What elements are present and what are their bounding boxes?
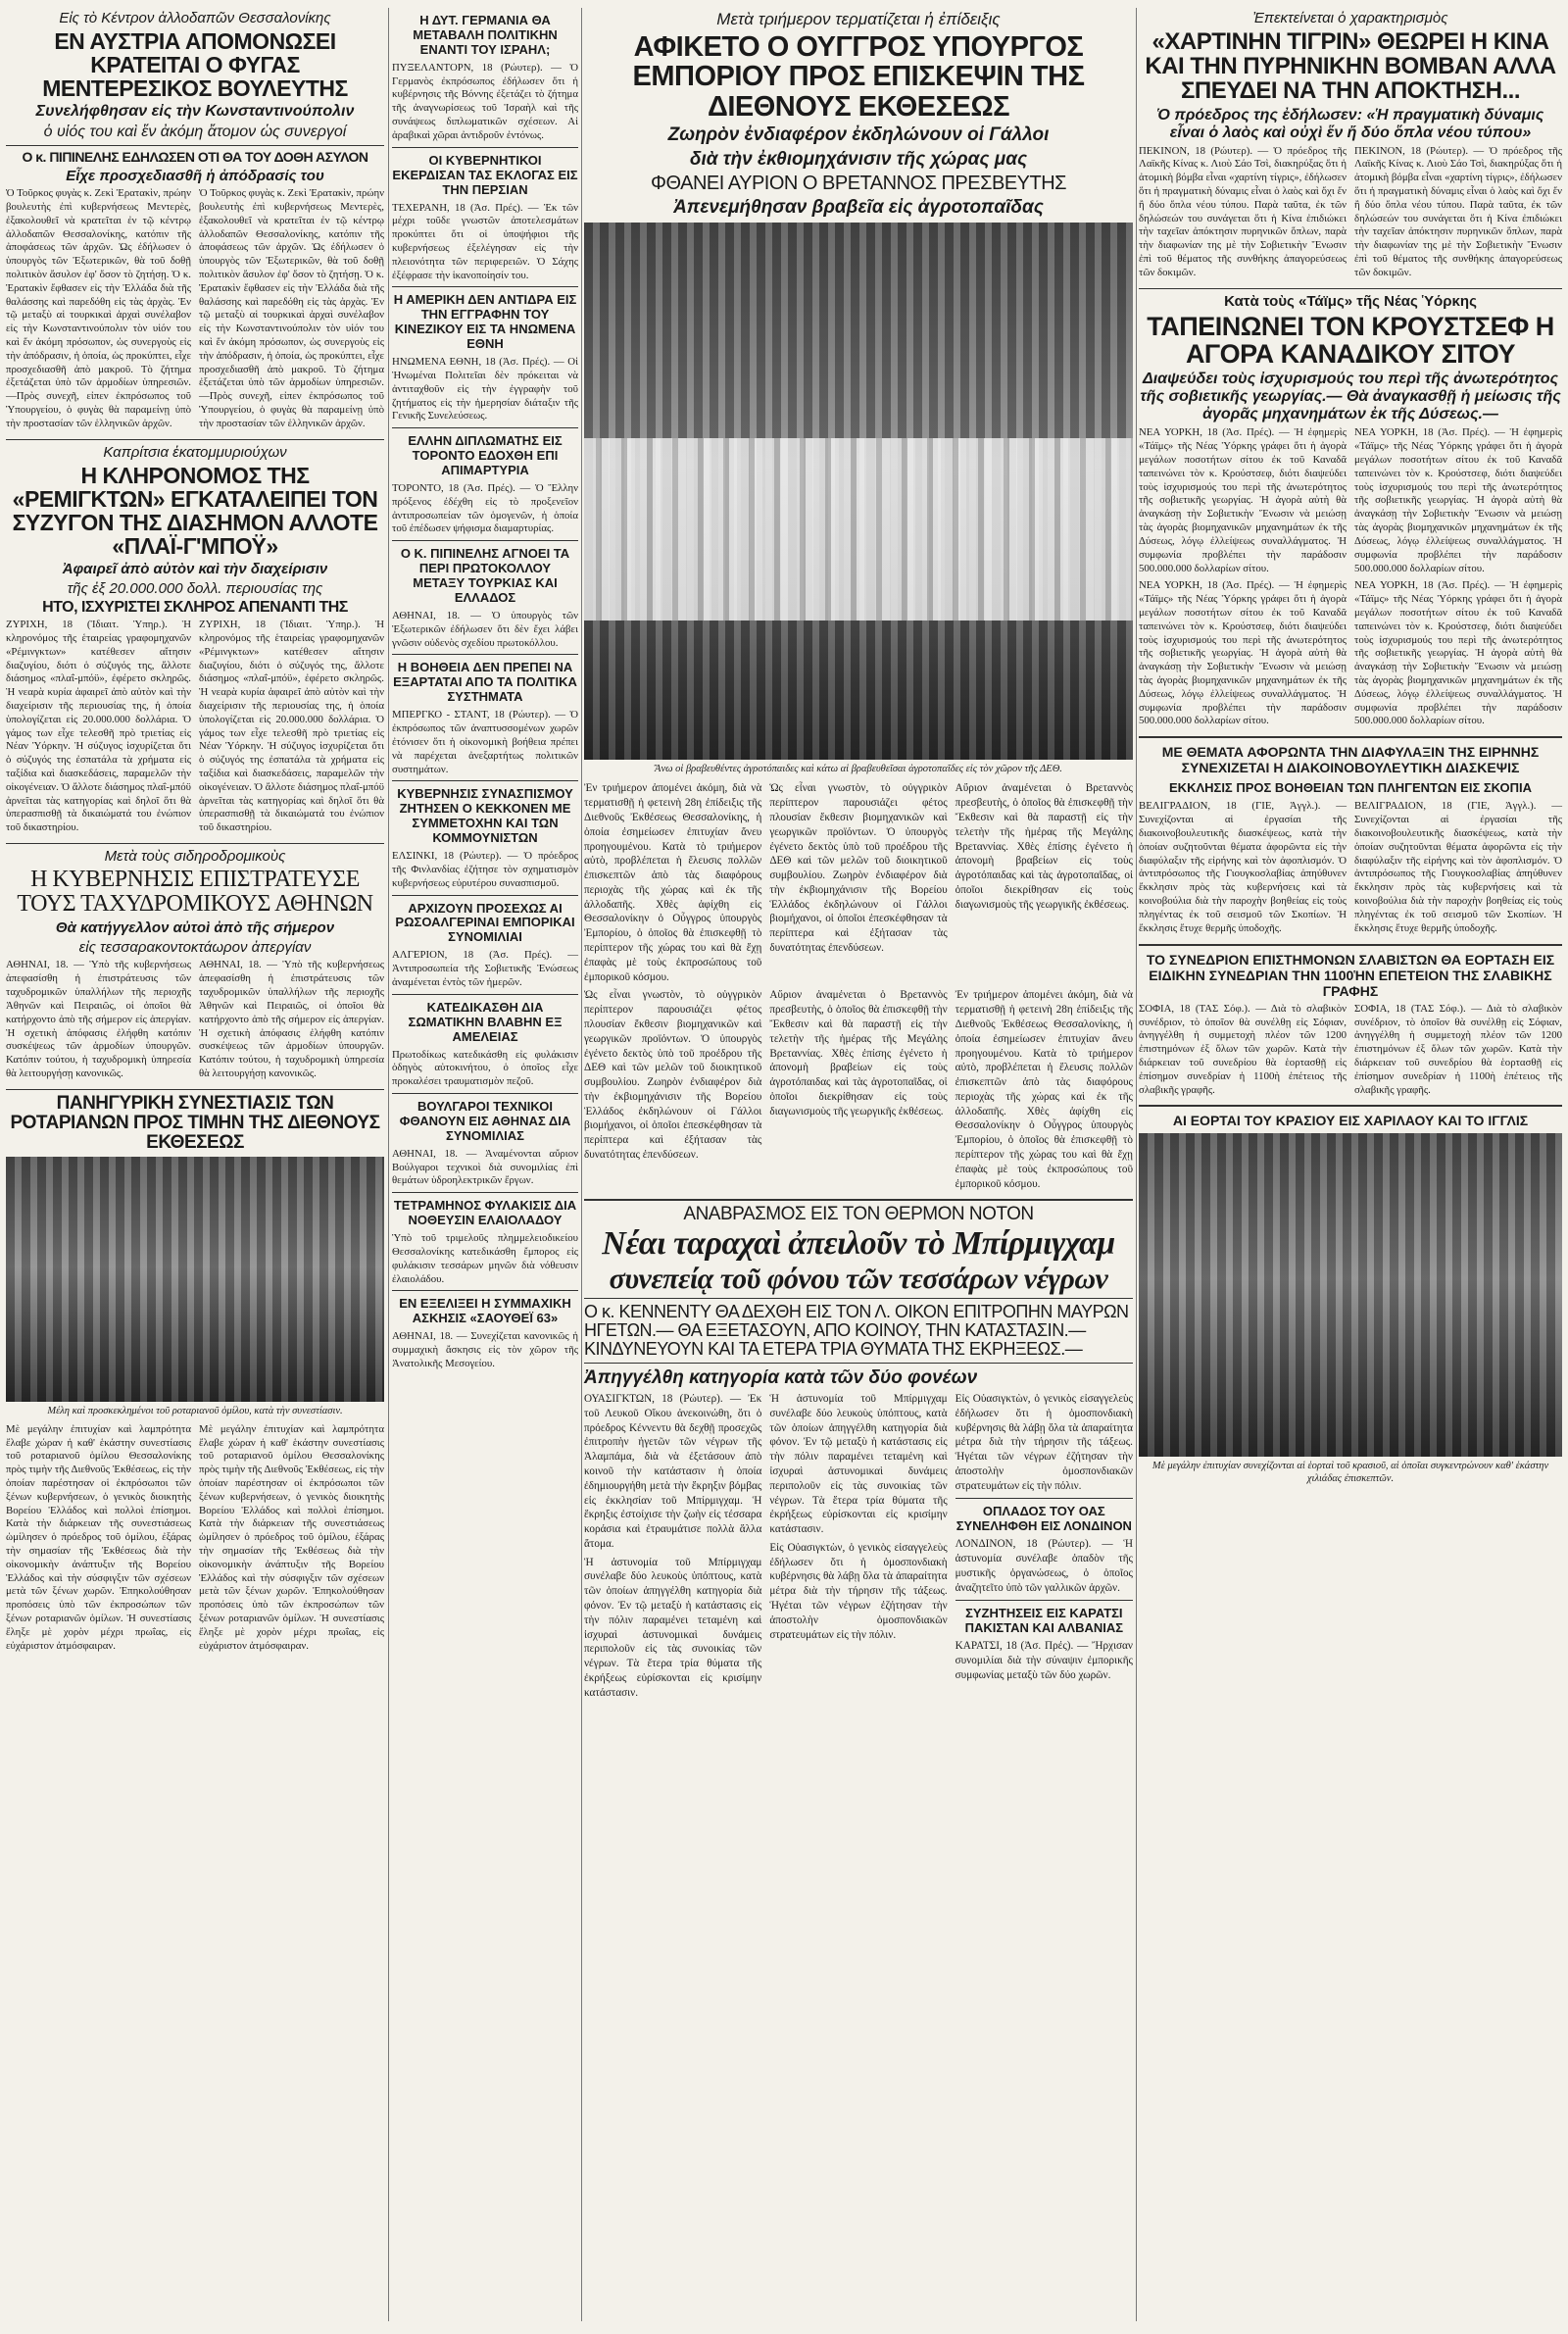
article-body: Ἡ ἀστυνομία τοῦ Μπίρμιγχαμ συνέλαβε δύο λευκοὺς ὑπόπτους, κατὰ τῶν ὁποίων ἀπηγγέλθη κατηγορία διὰ φόνον. Ἐν τῷ μεταξὺ ἡ κατάστασις εἰς τὴν πόλιν παραμένει τεταμένη καὶ ἰσχυραὶ ἀστυνομικαὶ δυνάμεις περιπολοῦν εἰς τὰς συνοικίας τῶν νέγρων. Τὰ ἕτερα τρία θύματα τῆς ἐκρήξεως εὑρίσκονται εἰς κρισίμην κατάστασιν. — [769, 1393, 948, 1536]
article-body: Αὔριον ἀναμένεται ὁ Βρεταννὸς πρεσβευτὴς, ὁ ὁποῖος θὰ ἐπισκεφθῇ τὴν Ἔκθεσιν καὶ θὰ παραστῇ εἰς τὴν τελετὴν τῆς ἡμέρας τῆς Μεγάλης Βρεταννίας. Χθὲς ἐπίσης ἐγένετο ἡ ἀπονομὴ βραβείων εἰς τοὺς ἀγροτόπαιδας καὶ τὰς ἀγροτοπαῖδας, οἱ ὁποῖοι διεκρίθησαν εἰς τοὺς διαγωνισμοὺς τῆς γεωργικῆς ἐκθέσεως. — [955, 782, 1133, 911]
article-subheadline: Συνελήφθησαν εἰς τὴν Κωνσταντινούπολιν — [35, 103, 355, 121]
article-kicker: Ἐπεκτείνεται ὁ χαρακτηρισμὸς — [1252, 10, 1448, 26]
article-kicker: Καπρίτσια ἑκατομμυριούχων — [103, 443, 287, 461]
article-deck: Ο κ. ΚΕΝΝΕΝΤΥ ΘΑ ΔΕΧΘΗ ΕΙΣ ΤΟΝ Λ. ΟΙΚΟΝ ΕΠΙΤΡΟΠΗΝ ΜΑΥΡΩΝ ΗΓΕΤΩΝ.— ΘΑ ΕΞΕΤΑΣΟΥΝ, ΑΠΟ ΚΟΙΝΟΥ, ΤΗΝ ΚΑΤΑΣΤΑΣΙΝ.— ΚΙΝΔΥΝΕΥΟΥΝ ΚΑΙ ΤΑ ΕΤΕΡΑ ΤΡΙΑ ΘΥΜΑΤΑ ΤΗΣ ΕΚΡΗΞΕΩΣ.— — [584, 1302, 1129, 1360]
article-body: Εἰς Οὐασιγκτὼν, ὁ γενικὸς εἰσαγγελεὺς ἐδήλωσεν ὅτι ἡ ὁμοσπονδιακὴ κυβέρνησις θὰ λάβῃ ὅλα τὰ ἀπαραίτητα μέτρα διὰ τὴν τήρησιν τῆς τάξεως. Ἡγέται τῶν νέγρων ἐζήτησαν τὴν ἀποστολὴν ὁμοσπονδιακῶν στρατευμάτων εἰς τὴν πόλιν. — [769, 1541, 948, 1641]
article-headline: ΠΑΝΗΓΥΡΙΚΗ ΣΥΝΕΣΤΙΑΣΙΣ ΤΩΝ ΡΟΤΑΡΙΑΝΩΝ ΠΡΟΣ ΤΙΜΗΝ ΤΗΣ ΔΙΕΘΝΟΥΣ ΕΚΘΕΣΕΩΣ — [10, 1092, 380, 1153]
article-headline: Η ΔΥΤ. ΓΕΡΜΑΝΙΑ ΘΑ ΜΕΤΑΒΑΛΗ ΠΟΛΙΤΙΚΗΝ ΕΝΑΝΤΙ ΤΟΥ ΙΣΡΑΗΛ; — [413, 13, 558, 57]
divider — [392, 1290, 578, 1291]
article-body: Ὑπὸ τοῦ τριμελοῦς πλημμελειοδικείου Θεσσαλονίκης κατεδικάσθη ἔμπορος εἰς φυλάκισιν τεσσάρων μηνῶν διὰ νόθευσιν ἐλαιολάδου. — [392, 1232, 578, 1285]
article-body: Ὡς εἶναι γνωστὸν, τὸ οὐγγρικὸν περίπτερον παρουσιάζει φέτος πλουσίαν ἔκθεσιν βιομηχανικῶν καὶ γεωργικῶν προϊόντων. Ὁ ὑπουργὸς ἐγένετο δεκτὸς ὑπὸ τοῦ προέδρου τῆς ΔΕΘ καὶ τῶν μελῶν τοῦ διοικητικοῦ συμβουλίου. Ζωηρὸν ἐνδιαφέρον διὰ τὴν ἐκβιομηχάνισιν τῆς Βορείου Ἑλλάδος ἐκδηλώνουν οἱ Γάλλοι βιομήχανοι, οἱ ὁποῖοι ἐπεσκέφθησαν τὰ περίπτερα καὶ ἐξήτασαν τὰς δυνατότητας ἐπενδύσεων. — [769, 782, 948, 955]
article-headline: Νέαι ταραχαὶ ἀπειλοῦν τὸ Μπίρμιγχαμ — [602, 1225, 1115, 1263]
article-body: Ὁ Τοῦρκος φυγὰς κ. Ζεκὶ Ἐρατακὶν, πρώην βουλευτὴς ἐπὶ κυβερνήσεως Μεντερὲς, ἐξακολουθεῖ νὰ κρατεῖται ἐν τῷ κέντρῳ ἀλλοδαπῶν Θεσσαλονίκης, κατόπιν τῆς ἀποφάσεως τῶν ἀρχῶν. Ὡς ἐδήλωσεν ὁ ὑπουργὸς τῶν Ἐξωτερικῶν, θὰ τοῦ δοθῇ πολιτικὸν ἄσυλον ἐφ' ὅσον τὸ ζητήσῃ. Ὁ κ. Ἐρατακὶν ἔφθασεν εἰς τὴν Ἑλλάδα διὰ τῆς θαλάσσης καὶ παρεδόθη εἰς τὰς ἀρχὰς. Ἐν τῷ μεταξὺ αἱ τουρκικαὶ ἀρχαὶ συνέλαβον εἰς τὴν Κωνσταντινούπολιν τὸν υἱόν του καὶ ἕν ἀκόμη πρόσωπον, ὡς συνεργοὺς εἰς τὴν ἀπόδρασιν, ἡ ὁποία, ὡς προκύπτει, εἶχε προσχεδιασθῆ ἀπὸ μακροῦ. Τὸ ζήτημα ἐξετάζεται ὑπὸ τῶν ἁρμοδίων ὑπηρεσιῶν. —Πρὸς συνεχῆ, εἰπεν ἐκπρόσωπος τοῦ Ὑπουργείου, ὁ φυγὰς θὰ παραμείνῃ ὑπὸ τὴν προστασίαν τῶν ἑλληνικῶν ἀρχῶν. — [199, 187, 384, 429]
divider — [1139, 288, 1562, 289]
article-kicker: ΑΝΑΒΡΑΣΜΟΣ ΕΙΣ ΤΟΝ ΘΕΡΜΟΝ ΝΟΤΟΝ — [683, 1204, 1034, 1225]
divider — [392, 1192, 578, 1193]
article-body: ΝΕΑ ΥΟΡΚΗ, 18 (Ἀσ. Πρές). — Ἡ ἐφημερὶς «Τάϊμς» τῆς Νέας Ὑόρκης γράφει ὅτι ἡ ἀγορὰ μεγάλων ποσοτήτων σίτου ἐκ τοῦ Καναδᾶ ταπεινώνει τὸν κ. Κρούστσεφ, διότι διαψεύδει τοὺς ἰσχυρισμούς του περὶ τῆς ἀνωτερότητος τῆς σοβιετικῆς γεωργίας. Ἡ ἀγορὰ αὐτὴ θὰ ἀναγκάσῃ τὴν Σοβιετικὴν Ἕνωσιν νὰ μειώσῃ τὰς ἀγορὰς βιομηχανικῶν μηχανημάτων ἐκ τῆς Δύσεως, λόγῳ ἐλλείψεως συναλλάγματος. Ἡ συμφωνία προβλέπει τὴν παράδοσιν 500.000.000 δολλαρίων σίτου. — [1354, 579, 1562, 727]
article-body: ΑΘΗΝΑΙ, 18. — Ὑπὸ τῆς κυβερνήσεως ἀπεφασίσθη ἡ ἐπιστράτευσις τῶν ταχυδρομικῶν ὑπαλλήλων τῆς περιοχῆς Ἀθηνῶν καὶ Πειραιῶς, οἱ ὁποῖοι θὰ κατήρχοντο ἀπὸ τῆς σήμερον εἰς ἀπεργίαν. Ἡ σχετικὴ ἀπόφασις ἐλήφθη κατόπιν συσκέψεως τῶν ἁρμοδίων ὑπουργῶν. Κατόπιν τούτου, ἡ ταχυδρομικὴ ὑπηρεσία θὰ λειτουργήσῃ κανονικῶς. — [6, 959, 191, 1079]
article-subheadline: τῆς ἐξ 20.000.000 δολλ. περιουσίας της — [67, 580, 323, 598]
article-headline: ΤΕΤΡΑΜΗΝΟΣ ΦΥΛΑΚΙΣΙΣ ΔΙΑ ΝΟΘΕΥΣΙΝ ΕΛΑΙΟΛΑΔΟΥ — [393, 1198, 577, 1228]
divider — [584, 1199, 1133, 1201]
article-headline: ΕΝ ΕΞΕΛΙΞΕΙ Η ΣΥΜΜΑΧΙΚΗ ΑΣΚΗΣΙΣ «ΣΑΟΥΘΕΪ 63» — [399, 1296, 571, 1326]
article-body: Ὁ Τοῦρκος φυγὰς κ. Ζεκὶ Ἐρατακὶν, πρώην βουλευτὴς ἐπὶ κυβερνήσεως Μεντερὲς, ἐξακολουθεῖ νὰ κρατεῖται ἐν τῷ κέντρῳ ἀλλοδαπῶν Θεσσαλονίκης, κατόπιν τῆς ἀποφάσεως τῶν ἀρχῶν. Ὡς ἐδήλωσεν ὁ ὑπουργὸς τῶν Ἐξωτερικῶν, θὰ τοῦ δοθῇ πολιτικὸν ἄσυλον ἐφ' ὅσον τὸ ζητήσῃ. Ὁ κ. Ἐρατακὶν ἔφθασεν εἰς τὴν Ἑλλάδα διὰ τῆς θαλάσσης καὶ παρεδόθη εἰς τὰς ἀρχὰς. Ἐν τῷ μεταξὺ αἱ τουρκικαὶ ἀρχαὶ συνέλαβον εἰς τὴν Κωνσταντινούπολιν τὸν υἱόν του καὶ ἕν ἀκόμη πρόσωπον, ὡς συνεργοὺς εἰς τὴν ἀπόδρασιν, ἡ ὁποία, ὡς προκύπτει, εἶχε προσχεδιασθῆ ἀπὸ μακροῦ. Τὸ ζήτημα ἐξετάζεται ὑπὸ τῶν ἁρμοδίων ὑπηρεσιῶν. —Πρὸς συνεχῆ, εἰπεν ἐκπρόσωπος τοῦ Ὑπουργείου, ὁ φυγὰς θὰ παραμείνῃ ὑπὸ τὴν προστασίαν τῶν ἑλληνικῶν ἀρχῶν. — [6, 187, 191, 429]
article-kicker: Κατὰ τοὺς «Τάϊμς» τῆς Νέας Ὑόρκης — [1224, 292, 1477, 310]
article-subheadline: Θὰ κατήγγελλον αὐτοὶ ἀπὸ τῆς σήμερον — [55, 919, 335, 937]
article-body: ΚΑΡΑΤΣΙ, 18 (Ἀσ. Πρές). — Ἤρχισαν συνομιλίαι διὰ τὴν σύναψιν ἐμπορικῆς συμφωνίας μεταξὺ τῶν δύο χωρῶν. — [955, 1640, 1133, 1682]
article-subheadline: διὰ τὴν ἐκθιομηχάνισιν τῆς χώρας μας — [689, 149, 1028, 171]
article-body: ΗΝΩΜΕΝΑ ΕΘΝΗ, 18 (Ἀσ. Πρές). — Οἱ Ἡνωμέναι Πολιτεῖαι δὲν πρόκειται νὰ ἀντιταχθοῦν εἰς τὴν ἐγγραφὴν τοῦ ζητήματος εἰς τὴν ἡμερησίαν διάταξιν τῆς Γενικῆς Συνελεύσεως. — [392, 356, 578, 422]
article-headline: Η ΚΥΒΕΡΝΗΣΙΣ ΕΠΙΣΤΡΑΤΕΥΣΕ ΤΟΥΣ ΤΑΧΥΔΡΟΜΙΚΟΥΣ ΑΘΗΝΩΝ — [17, 867, 373, 918]
column-divider — [581, 8, 582, 2321]
article-headline: ΗΤΟ, ΙΣΧΥΡΙΣΤΕΙ ΣΚΛΗΡΟΣ ΑΠΕΝΑΝΤΙ ΤΗΣ — [42, 599, 348, 617]
article-body: ΖΥΡΙΧΗ, 18 (Ἰδιαιτ. Ὑπηρ.). Ἡ κληρονόμος τῆς ἑταιρείας γραφομηχανῶν «Ρέμινγκτων» κατέθεσεν αἴτησιν διαζυγίου, διότι ὁ σύζυγός της, ἄλλοτε διάσημος «πλαΐ-μπόϋ», ἐφέρετο σκληρῶς. Ἡ νεαρὰ κυρία ἀφαιρεῖ ἀπὸ αὐτὸν καὶ τὴν διαχείρισιν τῆς περιουσίας της, ἡ ὁποία ὑπολογίζεται εἰς 20.000.000 δολλάρια. Ὁ γάμος των εἶχε τελεσθῆ πρὸ τριετίας εἰς Νέαν Ὑόρκην. Ἡ σύζυγος ἰσχυρίζεται ὅτι ὁ σύζυγός της ἐσπατάλα τὰ χρήματα εἰς ταξίδια καὶ διασκεδάσεις, παραμελῶν τὴν οἰκογένειαν. Ὁ ἄλλοτε διάσημος πλαΐ-μπόϋ ἀρνεῖται τὰς κατηγορίας καὶ δηλοῖ ὅτι θὰ ὑπερασπισθῇ τὰ δικαιώματά του ἐνώπιον τοῦ δικαστηρίου. — [199, 619, 384, 834]
article-headline: ΣΥΖΗΤΗΣΕΙΣ ΕΙΣ ΚΑΡΑΤΣΙ ΠΑΚΙΣΤΑΝ ΚΑΙ ΑΛΒΑΝΙΑΣ — [964, 1605, 1124, 1635]
article-body: Αὔριον ἀναμένεται ὁ Βρεταννὸς πρεσβευτὴς, ὁ ὁποῖος θὰ ἐπισκεφθῇ τὴν Ἔκθεσιν καὶ θὰ παραστῇ εἰς τὴν τελετὴν τῆς ἡμέρας τῆς Μεγάλης Βρεταννίας. Χθὲς ἐπίσης ἐγένετο ἡ ἀπονομὴ βραβείων εἰς τοὺς ἀγροτόπαιδας καὶ τὰς ἀγροτοπαῖδας, οἱ ὁποῖοι διεκρίθησαν εἰς τοὺς διαγωνισμοὺς τῆς γεωργικῆς ἐκθέσεως. — [769, 989, 948, 1117]
article-body: ΛΟΝΔΙΝΟΝ, 18 (Ρώυτερ). — Ἡ ἀστυνομία συνέλαβε ὀπαδὸν τῆς μυστικῆς ὀργανώσεως, ὁ ὁποῖος ἀναζητεῖτο ὑπὸ τῶν γαλλικῶν ἀρχῶν. — [955, 1538, 1133, 1594]
article-body: ΤΟΡΟΝΤΟ, 18 (Ἀσ. Πρές). — Ὁ Ἕλλην πρόξενος ἐδέχθη εἰς τὸ προξενεῖον ἀντιπροσωπείαν τῶν ὁμογενῶν, ἡ ὁποία τοῦ ἐπέδωσεν ψήφισμα διαμαρτυρίας. — [392, 482, 578, 535]
divider — [392, 286, 578, 287]
article-body: ΑΘΗΝΑΙ, 18. — Ὁ ὑπουργὸς τῶν Ἐξωτερικῶν ἐδήλωσεν ὅτι δὲν ἔχει λάβει γνῶσιν οὐδενὸς σχεδίου πρωτοκόλλου. — [392, 610, 578, 649]
article-headline: ΑΡΧΙΖΟΥΝ ΠΡΟΣΕΧΩΣ ΑΙ ΡΩΣΟΑΛΓΕΡΙΝΑΙ ΕΜΠΟΡΙΚΑΙ ΣΥΝΟΜΙΛΙΑΙ — [395, 900, 575, 945]
article-body: ΠΥΞΕΛΑΝΤΟΡΝ, 18 (Ρώυτερ). — Ὁ Γερμανὸς ἐκπρόσωπος ἐδήλωσεν ὅτι ἡ κυβέρνησις τῆς Βόννης ἐξετάζει τὸ ζήτημα τῆς ἀναγνωρίσεως τοῦ Ἰσραὴλ καὶ τῆς συνάψεως διπλωματικῶν σχέσεων. Αἱ ἀραβικαὶ χῶραι ἀντιδροῦν ἐντόνως. — [392, 61, 578, 141]
divider — [392, 994, 578, 995]
article-body: ΒΕΛΙΓΡΑΔΙΟΝ, 18 (ΓΙΕ, Ἀγγλ.). — Συνεχίζονται αἱ ἐργασίαι τῆς διακοινοβουλευτικῆς διασκέψεως, κατὰ τὴν ὁποίαν συζητοῦνται θέματα ἀφορῶντα εἰς τὴν διαφύλαξιν τῆς εἰρήνης καὶ τὸν ἀφοπλισμόν. Ὁ ἀντιπρόσωπος τῆς Γιουγκοσλαβίας ἀπηύθυνεν ἔκκλησιν πρὸς τὰς κυβερνήσεις καὶ τὰ κοινοβούλια διὰ τὴν παροχὴν βοηθείας εἰς τοὺς πληγέντας ἐκ τοῦ σεισμοῦ τῶν Σκοπίων. Ἡ ἔκκλησις ἔτυχε θερμῆς ὑποδοχῆς. — [1139, 800, 1347, 934]
article-body: ΑΘΗΝΑΙ, 18. — Ὑπὸ τῆς κυβερνήσεως ἀπεφασίσθη ἡ ἐπιστράτευσις τῶν ταχυδρομικῶν ὑπαλλήλων τῆς περιοχῆς Ἀθηνῶν καὶ Πειραιῶς, οἱ ὁποῖοι θὰ κατήρχοντο ἀπὸ τῆς σήμερον εἰς ἀπεργίαν. Ἡ σχετικὴ ἀπόφασις ἐλήφθη κατόπιν συσκέψεως τῶν ἁρμοδίων ὑπουργῶν. Κατόπιν τούτου, ἡ ταχυδρομικὴ ὑπηρεσία θὰ λειτουργήσῃ κανονικῶς. — [199, 959, 384, 1079]
article-body: ΤΕΧΕΡΑΝΗ, 18 (Ἀσ. Πρές). — Ἐκ τῶν μέχρι τοῦδε γνωστῶν ἀποτελεσμάτων προκύπτει ὅτι οἱ ὑποψήφιοι τῆς κυβερνήσεως ἐξελέγησαν εἰς τὴν πλειονότητα τῶν περιφερειῶν. Ὁ Σάχης ἐξέφρασε τὴν ἱκανοποίησίν του. — [392, 201, 578, 281]
article-body: Εἰς Οὐασιγκτὼν, ὁ γενικὸς εἰσαγγελεὺς ἐδήλωσεν ὅτι ἡ ὁμοσπονδιακὴ κυβέρνησις θὰ λάβῃ ὅλα τὰ ἀπαραίτητα μέτρα διὰ τὴν τήρησιν τῆς τάξεως. Ἡγέται τῶν νέγρων ἐζήτησαν τὴν ἀποστολὴν ὁμοσπονδιακῶν στρατευμάτων εἰς τὴν πόλιν. — [955, 1393, 1133, 1492]
article-headline: Η ΚΛΗΡΟΝΟΜΟΣ ΤΗΣ «ΡΕΜΙΓΚΤΩΝ» ΕΓΚΑΤΑΛΕΙΠΕΙ ΤΟΝ ΣΥΖΥΓΟΝ ΤΗΣ ΔΙΑΣΗΜΟΝ ΑΛΛΟΤΕ «ΠΛΑΪ-Γ'ΜΠΟΫ» — [12, 462, 378, 560]
article-body: Ἐν τριήμερον ἀπομένει ἀκόμη, διὰ νὰ τερματισθῇ ἡ φετεινὴ 28η ἐπίδειξις τῆς Διεθνοῦς Ἐκθέσεως Θεσσαλονίκης, ἡ ὁποία ἐσημείωσεν ἐπιτυχίαν ἄνευ προηγουμένου. Κατὰ τὸ τριήμερον αὐτὸ, προβλέπεται ἡ ἔλευσις πολλῶν ἐπισκεπτῶν ἀπὸ τὰς διαφόρους περιοχὰς τῆς χώρας καὶ ἐκ τῆς ἀλλοδαπῆς. Χθὲς ἀφίχθη εἰς Θεσσαλονίκην ὁ Οὖγγρος ὑπουργὸς Ἐμπορίου, ὁ ὁποῖος θὰ ἐπισκεφθῇ τὸ περίπτερον τῆς χώρας του καὶ θὰ ἔχῃ ἐπαφὰς μὲ τοὺς ἐκπροσώπους τοῦ ἐμπορικοῦ κόσμου. — [584, 782, 762, 983]
article-kicker: Μετὰ τριήμερον τερματίζεται ἡ ἐπίδειξις — [716, 10, 1001, 28]
article-body: ΝΕΑ ΥΟΡΚΗ, 18 (Ἀσ. Πρές). — Ἡ ἐφημερὶς «Τάϊμς» τῆς Νέας Ὑόρκης γράφει ὅτι ἡ ἀγορὰ μεγάλων ποσοτήτων σίτου ἐκ τοῦ Καναδᾶ ταπεινώνει τὸν κ. Κρούστσεφ, διότι διαψεύδει τοὺς ἰσχυρισμούς του περὶ τῆς ἀνωτερότητος τῆς σοβιετικῆς γεωργίας. Ἡ ἀγορὰ αὐτὴ θὰ ἀναγκάσῃ τὴν Σοβιετικὴν Ἕνωσιν νὰ μειώσῃ τὰς ἀγορὰς βιομηχανικῶν μηχανημάτων ἐκ τῆς Δύσεως, λόγῳ ἐλλείψεως συναλλάγματος. Ἡ συμφωνία προβλέπει τὴν παράδοσιν 500.000.000 δολλαρίων σίτου. — [1139, 426, 1347, 574]
article-headline: ΟΙ ΚΥΒΕΡΝΗΤΙΚΟΙ ΕΚΕΡΔΙΣΑΝ ΤΑΣ ΕΚΛΟΓΑΣ ΕΙΣ ΤΗΝ ΠΕΡΣΙΑΝ — [392, 152, 578, 197]
photo-caption: Μέλη καὶ προσκεκλημένοι τοῦ ροταριανοῦ ὁμίλου, κατὰ τὴν συνεστίασιν. — [47, 1405, 343, 1416]
divider — [392, 654, 578, 655]
divider — [956, 1498, 1133, 1499]
divider — [6, 145, 384, 146]
article-subheadline: Ἀπηγγέλθη κατηγορία κατὰ τῶν δύο φονέων — [584, 1367, 978, 1389]
divider — [392, 540, 578, 541]
article-headline: συνεπείᾳ τοῦ φόνου τῶν τεσσάρων νέγρων — [609, 1262, 1108, 1295]
photo-texture — [6, 1157, 384, 1402]
article-body: ΟΥΑΣΙΓΚΤΩΝ, 18 (Ρώυτερ). — Ἐκ τοῦ Λευκοῦ Οἴκου ἀνεκοινώθη, ὅτι ὁ πρόεδρος Κέννεντυ θὰ δεχθῇ προσεχῶς ἐπιτροπὴν ἡγετῶν τῶν νέγρων τῆς Ἀλαμπάμα, διὰ νὰ ἐξετάσουν ἀπὸ κοινοῦ τὴν κατάστασιν ἡ ὁποία ἐδημιουργήθη μετὰ τὴν ἔκρηξιν βόμβας εἰς ἐκκλησίαν τοῦ Μπίρμιγχαμ. Ἡ ἔκρηξις ἐστοίχισε τὴν ζωὴν εἰς τέσσαρα κοράσια καὶ ἐτραυμάτισε πολλὰ ἄλλα ἄτομα. — [584, 1393, 762, 1550]
article-subheadline: ὁ υἱός του καὶ ἕν ἀκόμη ἄτομον ὡς συνεργοί — [43, 124, 347, 141]
article-subheadline: Ἀπενεμήθησαν βραβεῖα εἰς ἀγροτοπαῖδας — [673, 197, 1044, 219]
article-body: ΣΟΦΙΑ, 18 (ΤΑΣ Σόφ.). — Διὰ τὸ σλαβικὸν συνέδριον, τὸ ὁποῖον θὰ συνέλθῃ εἰς Σόφιαν, ἀνηγγέλθη ἡ συμμετοχὴ πλέον τῶν 1200 ἐπιστημόνων ἐξ ὅλων τῶν χωρῶν. Κατὰ τὴν διάρκειαν τοῦ συνεδρίου θὰ ἑορτασθῇ εἰς ἐπίσημον συνεδρίαν ἡ 1100ὴ ἐπέτειος τῆς σλαβικῆς γραφῆς. — [1139, 1002, 1347, 1096]
article-body: Ὡς εἶναι γνωστὸν, τὸ οὐγγρικὸν περίπτερον παρουσιάζει φέτος πλουσίαν ἔκθεσιν βιομηχανικῶν καὶ γεωργικῶν προϊόντων. Ὁ ὑπουργὸς ἐγένετο δεκτὸς ὑπὸ τοῦ προέδρου τῆς ΔΕΘ καὶ τῶν μελῶν τοῦ διοικητικοῦ συμβουλίου. Ζωηρὸν ἐνδιαφέρον διὰ τὴν ἐκβιομηχάνισιν τῆς Βορείου Ἑλλάδος ἐκδηλώνουν οἱ Γάλλοι βιομήχανοι, οἱ ὁποῖοι ἐπεσκέφθησαν τὰ περίπτερα καὶ ἐξήτασαν τὰς δυνατότητας ἐπενδύσεων. — [584, 989, 762, 1161]
article-body: ΑΘΗΝΑΙ, 18. — Συνεχίζεται κανονικῶς ἡ συμμαχικὴ ἄσκησις εἰς τὸν χῶρον τῆς Ἀνατολικῆς Μεσογείου. — [392, 1330, 578, 1369]
article-headline: Η ΑΜΕΡΙΚΗ ΔΕΝ ΑΝΤΙΔΡΑ ΕΙΣ ΤΗΝ ΕΓΓΡΑΦΗΝ ΤΟΥ ΚΙΝΕΖΙΚΟΥ ΕΙΣ ΤΑ ΗΝΩΜΕΝΑ ΕΘΝΗ — [393, 292, 577, 352]
article-body: ΒΕΛΙΓΡΑΔΙΟΝ, 18 (ΓΙΕ, Ἀγγλ.). — Συνεχίζονται αἱ ἐργασίαι τῆς διακοινοβουλευτικῆς διασκέψεως, κατὰ τὴν ὁποίαν συζητοῦνται θέματα ἀφορῶντα εἰς τὴν διαφύλαξιν τῆς εἰρήνης καὶ τὸν ἀφοπλισμόν. Ὁ ἀντιπρόσωπος τῆς Γιουγκοσλαβίας ἀπηύθυνεν ἔκκλησιν πρὸς τὰς κυβερνήσεις καὶ τὰ κοινοβούλια διὰ τὴν παροχὴν βοηθείας εἰς τοὺς πληγέντας ἐκ τοῦ σεισμοῦ τῶν Σκοπίων. Ἡ ἔκκλησις ἔτυχε θερμῆς ὑποδοχῆς. — [1354, 800, 1562, 934]
article-headline: ΤΟ ΣΥΝΕΔΡΙΟΝ ΕΠΙΣΤΗΜΟΝΩΝ ΣΛΑΒΙΣΤΩΝ ΘΑ ΕΟΡΤΑΣΗ ΕΙΣ ΕΙΔΙΚΗΝ ΣΥΝΕΔΡΙΑΝ ΤΗΝ 1100ἩΝ ΕΠΕΤΕΙΟΝ ΤΗΣ ΣΛΑΒΙΚΗΣ ΓΡΑΦΗΣ — [1146, 951, 1555, 999]
dinner-photo — [6, 1157, 384, 1402]
article-body: ΖΥΡΙΧΗ, 18 (Ἰδιαιτ. Ὑπηρ.). Ἡ κληρονόμος τῆς ἑταιρείας γραφομηχανῶν «Ρέμινγκτων» κατέθεσεν αἴτησιν διαζυγίου, διότι ὁ σύζυγός της, ἄλλοτε διάσημος «πλαΐ-μπόϋ», ἐφέρετο σκληρῶς. Ἡ νεαρὰ κυρία ἀφαιρεῖ ἀπὸ αὐτὸν καὶ τὴν διαχείρισιν τῆς περιουσίας της, ἡ ὁποία ὑπολογίζεται εἰς 20.000.000 δολλάρια. Ὁ γάμος των εἶχε τελεσθῆ πρὸ τριετίας εἰς Νέαν Ὑόρκην. Ἡ σύζυγος ἰσχυρίζεται ὅτι ὁ σύζυγός της ἐσπατάλα τὰ χρήματα εἰς ταξίδια καὶ διασκεδάσεις, παραμελῶν τὴν οἰκογένειαν. Ὁ ἄλλοτε διάσημος πλαΐ-μπόϋ ἀρνεῖται τὰς κατηγορίας καὶ δηλοῖ ὅτι θὰ ὑπερασπισθῇ τὰ δικαιώματά του ἐνώπιον τοῦ δικαστηρίου. — [6, 619, 191, 834]
article-body: ΝΕΑ ΥΟΡΚΗ, 18 (Ἀσ. Πρές). — Ἡ ἐφημερὶς «Τάϊμς» τῆς Νέας Ὑόρκης γράφει ὅτι ἡ ἀγορὰ μεγάλων ποσοτήτων σίτου ἐκ τοῦ Καναδᾶ ταπεινώνει τὸν κ. Κρούστσεφ, διότι διαψεύδει τοὺς ἰσχυρισμούς του περὶ τῆς ἀνωτερότητος τῆς σοβιετικῆς γεωργίας. Ἡ ἀγορὰ αὐτὴ θὰ ἀναγκάσῃ τὴν Σοβιετικὴν Ἕνωσιν νὰ μειώσῃ τὰς ἀγορὰς βιομηχανικῶν μηχανημάτων ἐκ τῆς Δύσεως, λόγῳ ἐλλείψεως συναλλάγματος. Ἡ συμφωνία προβλέπει τὴν παράδοσιν 500.000.000 δολλαρίων σίτου. — [1139, 579, 1347, 727]
article-body: ΠΕΚΙΝΟΝ, 18 (Ρώυτερ). — Ὁ πρόεδρος τῆς Λαϊκῆς Κίνας κ. Λιοὺ Σάο Τσὶ, διακηρύξας ὅτι ἡ ἀτομικὴ βόμβα εἶναι «χαρτίνη τίγρις», ἐδήλωσεν ὅτι ἡ πραγματικὴ δύναμις εἶναι ὁ λαὸς καὶ ὄχι ἕν ἢ δύο ὅπλα νέου τύπου. Παρὰ ταῦτα, ἐκ τῶν δηλώσεών του συνάγεται ὅτι ἡ Κίνα ἐπιδιώκει τὴν ταχεῖαν ἀπόκτησιν πυρηνικῶν ὅπλων, παρὰ τὴν διαφωνίαν της μὲ τὴν Σοβιετικὴν Ἕνωσιν ἐπὶ τοῦ θέματος τῆς συνθήκης ἀπαγορεύσεως τῶν δοκιμῶν. — [1139, 144, 1347, 278]
article-headline: Ο Κ. ΠΙΠΙΝΕΛΗΣ ΑΓΝΟΕΙ ΤΑ ΠΕΡΙ ΠΡΩΤΟΚΟΛΛΟΥ ΜΕΤΑΞΥ ΤΟΥΡΚΙΑΣ ΚΑΙ ΕΛΛΑΔΟΣ — [400, 546, 570, 606]
divider — [6, 1089, 384, 1090]
divider — [584, 1363, 1133, 1364]
article-body: ΠΕΚΙΝΟΝ, 18 (Ρώυτερ). — Ὁ πρόεδρος τῆς Λαϊκῆς Κίνας κ. Λιοὺ Σάο Τσὶ, διακηρύξας ὅτι ἡ ἀτομικὴ βόμβα εἶναι «χαρτίνη τίγρις», ἐδήλωσεν ὅτι ἡ πραγματικὴ δύναμις εἶναι ὁ λαὸς καὶ ὄχι ἕν ἢ δύο ὅπλα νέου τύπου. Παρὰ ταῦτα, ἐκ τῶν δηλώσεών του συνάγεται ὅτι ἡ Κίνα ἐπιδιώκει τὴν ταχεῖαν ἀπόκτησιν πυρηνικῶν ὅπλων, παρὰ τὴν διαφωνίαν της μὲ τὴν Σοβιετικὴν Ἕνωσιν ἐπὶ τοῦ θέματος τῆς συνθήκης ἀπαγορεύσεως τῶν δοκιμῶν. — [1354, 144, 1562, 278]
article-body: ΜΠΕΡΓΚΟ - ΣΤΑΝΤ, 18 (Ρώυτερ). — Ὁ ἐκπρόσωπος τῶν ἀναπτυσσομένων χωρῶν ἐτόνισεν ὅτι ἡ οἰκονομικὴ βοήθεια πρέπει νὰ παρέχεται ἀνεξαρτήτως πολιτικῶν συστημάτων. — [392, 709, 578, 775]
award-photo — [584, 223, 1133, 760]
article-headline: ΚΥΒΕΡΝΗΣΙΣ ΣΥΝΑΣΠΙΣΜΟΥ ΖΗΤΗΣΕΝ Ο ΚΕΚΚΟΝΕΝ ΜΕ ΣΥΜΜΕΤΟΧΗΝ ΚΑΙ ΤΩΝ ΚΟΜΜΟΥΝΙΣΤΩΝ — [397, 786, 573, 846]
article-body: Πρωτοδίκως κατεδικάσθη εἰς φυλάκισιν ὁδηγὸς αὐτοκινήτου, ὁ ὁποῖος εἶχε προκαλέσει τραυματισμὸν πεζοῦ. — [392, 1048, 578, 1088]
divider — [392, 147, 578, 148]
divider — [392, 1093, 578, 1094]
article-headline: ΕΝ ΑΥΣΤΡΙΑ ΑΠΟΜΟΝΩΣΕΙ ΚΡΑΤΕΙΤΑΙ Ο ΦΥΓΑΣ ΜΕΝΤΕΡΕΣΙΚΟΣ ΒΟΥΛΕΥΤΗΣ — [42, 28, 348, 102]
article-headline: «ΧΑΡΤΙΝΗΝ ΤΙΓΡΙΝ» ΘΕΩΡΕΙ Η ΚΙΝΑ ΚΑΙ ΤΗΝ ΠΥΡΗΝΙΚΗΝ ΒΟΜΒΑΝ ΑΛΛΑ ΣΠΕΥΔΕΙ ΝΑ ΤΗΝ ΑΠΟΚΤΗΣΗ... — [1145, 28, 1556, 105]
article-body: Μὲ μεγάλην ἐπιτυχίαν καὶ λαμπρότητα ἔλαβε χώραν ἡ καθ' ἑκάστην συνεστίασις τοῦ ροταριανοῦ ὁμίλου Θεσσαλονίκης πρὸς τιμὴν τῆς Διεθνοῦς Ἐκθέσεως, εἰς τὴν ὁποίαν παρέστησαν οἱ ἐκπρόσωποι τῶν ξένων κυβερνήσεων, ὁ γενικὸς διοικητὴς Βορείου Ἑλλάδος καὶ πολλοὶ ἐπίσημοι. Κατὰ τὴν διάρκειαν τῆς συνεστιάσεως ὡμίλησεν ὁ πρόεδρος τοῦ ὁμίλου, ἐξάρας τὴν σημασίαν τῆς Ἐκθέσεως διὰ τὴν οἰκονομικὴν ἀνάπτυξιν τῆς Βορείου Ἑλλάδος καὶ τὴν σύσφιγξιν τῶν σχέσεων μετὰ τῶν ξένων χωρῶν. Ἐπηκολούθησαν προπόσεις ὑπὸ τῶν ἐκπροσώπων τῶν ξένων ροταριανῶν ὁμίλων. Ἡ συνεστίασις ἔληξε μὲ χορὸν μέχρι πρωΐας, εἰς εὐχάριστον ἀτμόσφαιραν. — [199, 1422, 384, 1652]
article-headline: ΑΙ ΕΟΡΤΑΙ ΤΟΥ ΚΡΑΣΙΟΥ ΕΙΣ ΧΑΡΙΛΑΟΥ ΚΑΙ ΤΟ ΙΓΓΛΙΣ — [1172, 1113, 1529, 1129]
article-headline: ΤΑΠΕΙΝΩΝΕΙ ΤΟΝ ΚΡΟΥΣΤΣΕΦ Η ΑΓΟΡΑ ΚΑΝΑΔΙΚΟΥ ΣΙΤΟΥ — [1147, 311, 1554, 370]
article-kicker: Μετὰ τοὺς σιδηροδρομικοὺς — [104, 848, 286, 866]
article-body: ΣΟΦΙΑ, 18 (ΤΑΣ Σόφ.). — Διὰ τὸ σλαβικὸν συνέδριον, τὸ ὁποῖον θὰ συνέλθῃ εἰς Σόφιαν, ἀνηγγέλθη ἡ συμμετοχὴ πλέον τῶν 1200 ἐπιστημόνων ἐξ ὅλων τῶν χωρῶν. Κατὰ τὴν διάρκειαν τοῦ συνεδρίου θὰ ἑορτασθῇ εἰς ἐπίσημον συνεδρίαν ἡ 1100ὴ ἐπέτειος τῆς σλαβικῆς γραφῆς. — [1354, 1002, 1562, 1096]
article-body: Μὲ μεγάλην ἐπιτυχίαν καὶ λαμπρότητα ἔλαβε χώραν ἡ καθ' ἑκάστην συνεστίασις τοῦ ροταριανοῦ ὁμίλου Θεσσαλονίκης πρὸς τιμὴν τῆς Διεθνοῦς Ἐκθέσεως, εἰς τὴν ὁποίαν παρέστησαν οἱ ἐκπρόσωποι τῶν ξένων κυβερνήσεων, ὁ γενικὸς διοικητὴς Βορείου Ἑλλάδος καὶ πολλοὶ ἐπίσημοι. Κατὰ τὴν διάρκειαν τῆς συνεστιάσεως ὡμίλησεν ὁ πρόεδρος τοῦ ὁμίλου, ἐξάρας τὴν σημασίαν τῆς Ἐκθέσεως διὰ τὴν οἰκονομικὴν ἀνάπτυξιν τῆς Βορείου Ἑλλάδος καὶ τὴν σύσφιγξιν τῶν σχέσεων μετὰ τῶν ξένων χωρῶν. Ἐπηκολούθησαν προπόσεις ὑπὸ τῶν ἐκπροσώπων τῶν ξένων ροταριανῶν ὁμίλων. Ἡ συνεστίασις ἔληξε μὲ χορὸν μέχρι πρωΐας, εἰς εὐχάριστον ἀτμόσφαιραν. — [6, 1422, 191, 1652]
photo-texture — [1139, 1133, 1562, 1457]
article-subheadline: Εἶχε προσχεδιασθῆ ἡ ἀπόδρασίς του — [66, 168, 324, 185]
divider — [392, 780, 578, 781]
article-body: ΑΘΗΝΑΙ, 18. — Ἀναμένονται αὔριον Βούλγαροι τεχνικοὶ διὰ συνομιλίας ἐπὶ θεμάτων ὑδροηλεκτρικῶν ἔργων. — [392, 1147, 578, 1187]
divider — [392, 895, 578, 896]
divider — [1139, 944, 1562, 946]
article-headline: ΒΟΥΛΓΑΡΟΙ ΤΕΧΝΙΚΟΙ ΦΘΑΝΟΥΝ ΕΙΣ ΑΘΗΝΑΣ ΔΙΑ ΣΥΝΟΜΙΛΙΑΣ — [399, 1099, 571, 1143]
article-headline: ΚΑΤΕΔΙΚΑΣΘΗ ΔΙΑ ΣΩΜΑΤΙΚΗΝ ΒΛΑΒΗΝ ΕΞ ΑΜΕΛΕΙΑΣ — [408, 999, 563, 1044]
article-headline: ΟΠΛΑΔΟΣ ΤΟΥ ΟΑΣ ΣΥΝΕΛΗΦΘΗ ΕΙΣ ΛΟΝΔΙΝΟΝ — [956, 1503, 1132, 1533]
article-body: ΝΕΑ ΥΟΡΚΗ, 18 (Ἀσ. Πρές). — Ἡ ἐφημερὶς «Τάϊμς» τῆς Νέας Ὑόρκης γράφει ὅτι ἡ ἀγορὰ μεγάλων ποσοτήτων σίτου ἐκ τοῦ Καναδᾶ ταπεινώνει τὸν κ. Κρούστσεφ, διότι διαψεύδει τοὺς ἰσχυρισμούς του περὶ τῆς ἀνωτερότητος τῆς σοβιετικῆς γεωργίας. Ἡ ἀγορὰ αὐτὴ θὰ ἀναγκάσῃ τὴν Σοβιετικὴν Ἕνωσιν νὰ μειώσῃ τὰς ἀγορὰς βιομηχανικῶν μηχανημάτων ἐκ τῆς Δύσεως, λόγῳ ἐλλείψεως συναλλάγματος. Ἡ συμφωνία προβλέπει τὴν παράδοσιν 500.000.000 δολλαρίων σίτου. — [1354, 426, 1562, 574]
article-subheadline: Ζωηρὸν ἐνδιαφέρον ἐκδηλώνουν οἱ Γάλλοι — [667, 124, 1050, 146]
divider — [6, 439, 384, 440]
article-headline: ΑΦΙΚΕΤΟ Ο ΟΥΓΓΡΟΣ ΥΠΟΥΡΓΟΣ ΕΜΠΟΡΙΟΥ ΠΡΟΣ ΕΠΙΣΚΕΨΙΝ ΤΗΣ ΔΙΕΘΝΟΥΣ ΕΚΘΕΣΕΩΣ — [632, 31, 1085, 123]
article-headline: ΕΛΛΗΝ ΔΙΠΛΩΜΑΤΗΣ ΕΙΣ ΤΟΡΟΝΤΟ ΕΔΟΧΘΗ ΕΠΙ ΑΠΙΜΑΡΤΥΡΙΑ — [408, 433, 563, 478]
divider — [1139, 736, 1562, 738]
article-subheadline: Διαψεύδει τοὺς ἰσχυρισμούς του περὶ τῆς ἀνωτερότητος τῆς σοβιετικῆς γεωργίας.— Θὰ ἀναγκασθῇ ἡ μείωσις τῆς ἀγορᾶς μηχανημάτων ἐκ τῆς Δύσεως.— — [1140, 371, 1561, 423]
divider — [392, 427, 578, 428]
article-subheadline: ΕΚΚΛΗΣΙΣ ΠΡΟΣ ΒΟΗΘΕΙΑΝ ΤΩΝ ΠΛΗΓΕΝΤΩΝ ΕΙΣ ΣΚΟΠΙΑ — [1169, 780, 1532, 796]
divider — [956, 1600, 1133, 1601]
column-1 — [6, 8, 384, 1658]
column-divider — [388, 8, 389, 2321]
divider — [584, 1298, 1133, 1299]
article-headline: Ο κ. ΠΙΠΙΝΕΛΗΣ ΕΔΗΛΩΣΕΝ ΟΤΙ ΘΑ ΤΟΥ ΔΟΘΗ ΑΣΥΛΟΝ — [22, 149, 368, 166]
photo-caption: Μὲ μεγάλην ἐπιτυχίαν συνεχίζονται αἱ ἑορταὶ τοῦ κρασιοῦ, αἱ ὁποῖαι συγκεντρώνουν καθ' ἑκάστην χιλιάδας ἐπισκεπτῶν. — [1152, 1460, 1549, 1484]
article-subheadline: εἰς τεσσαρακοντοκτάωρον ἀπεργίαν — [78, 939, 312, 957]
article-body: Ἡ ἀστυνομία τοῦ Μπίρμιγχαμ συνέλαβε δύο λευκοὺς ὑπόπτους, κατὰ τῶν ὁποίων ἀπηγγέλθη κατηγορία διὰ φόνον. Ἐν τῷ μεταξὺ ἡ κατάστασις εἰς τὴν πόλιν παραμένει τεταμένη καὶ ἰσχυραὶ ἀστυνομικαὶ δυνάμεις περιπολοῦν εἰς τὰς συνοικίας τῶν νέγρων. Τὰ ἕτερα τρία θύματα τῆς ἐκρήξεως εὑρίσκονται εἰς κρισίμην κατάστασιν. — [584, 1556, 762, 1699]
column-3 — [584, 8, 1133, 1705]
divider — [6, 843, 384, 844]
photo-caption: Ἄνω οἱ βραβευθέντες ἀγροτόπαιδες καὶ κάτω αἱ βραβευθεῖσαι ἀγροτοπαῖδες εἰς τὸν χῶρον τῆς ΔΕΘ. — [655, 764, 1062, 775]
article-subheadline: Ἀφαιρεῖ ἀπὸ αὐτὸν καὶ τὴν διαχείρισιν — [62, 561, 328, 578]
article-headline: ΦΘΑΝΕΙ ΑΥΡΙΟΝ Ο ΒΡΕΤΑΝΝΟΣ ΠΡΕΣΒΕΥΤΗΣ — [650, 173, 1067, 195]
column-divider — [1136, 8, 1137, 2321]
divider — [1139, 1105, 1562, 1107]
photo-texture — [584, 438, 1133, 621]
column-2 — [392, 8, 578, 1375]
article-kicker: Εἰς τὸ Κέντρον ἀλλοδαπῶν Θεσσαλονίκης — [59, 10, 331, 26]
article-body: ΕΛΣΙΝΚΙ, 18 (Ρώυτερ). — Ὁ πρόεδρος τῆς Φινλανδίας ἐζήτησε τὸν σχηματισμὸν κυβερνήσεως εὐρυτέρου συνασπισμοῦ. — [392, 850, 578, 889]
article-body: ΑΛΓΕΡΙΟΝ, 18 (Ἀσ. Πρές). — Ἀντιπροσωπεία τῆς Σοβιετικῆς Ἑνώσεως ἀναμένεται ἐντὸς τῶν ἡμερῶν. — [392, 949, 578, 988]
article-headline: Η ΒΟΗΘΕΙΑ ΔΕΝ ΠΡΕΠΕΙ ΝΑ ΕΞΑΡΤΑΤΑΙ ΑΠΟ ΤΑ ΠΟΛΙΤΙΚΑ ΣΥΣΤΗΜΑΤΑ — [393, 660, 577, 705]
column-4 — [1139, 8, 1562, 1491]
wine-festival-photo — [1139, 1133, 1562, 1457]
article-body: Ἐν τριήμερον ἀπομένει ἀκόμη, διὰ νὰ τερματισθῇ ἡ φετεινὴ 28η ἐπίδειξις τῆς Διεθνοῦς Ἐκθέσεως Θεσσαλονίκης, ἡ ὁποία ἐσημείωσεν ἐπιτυχίαν ἄνευ προηγουμένου. Κατὰ τὸ τριήμερον αὐτὸ, προβλέπεται ἡ ἔλευσις πολλῶν ἐπισκεπτῶν ἀπὸ τὰς διαφόρους περιοχὰς τῆς χώρας καὶ ἐκ τῆς ἀλλοδαπῆς. Χθὲς ἀφίχθη εἰς Θεσσαλονίκην ὁ Οὖγγρος ὑπουργὸς Ἐμπορίου, ὁ ὁποῖος θὰ ἐπισκεφθῇ τὸ περίπτερον τῆς χώρας του καὶ θὰ ἔχῃ ἐπαφὰς μὲ τοὺς ἐκπροσώπους τοῦ ἐμπορικοῦ κόσμου. — [955, 989, 1133, 1190]
article-headline: ΜΕ ΘΕΜΑΤΑ ΑΦΟΡΩΝΤΑ ΤΗΝ ΔΙΑΦΥΛΑΞΙΝ ΤΗΣ ΕΙΡΗΝΗΣ ΣΥΝΕΧΙΖΕΤΑΙ Η ΔΙΑΚΟΙΝΟΒΟΥΛΕΥΤΙΚΗ ΔΙΑΣΚΕΨΙΣ — [1161, 744, 1540, 776]
article-subheadline: Ὁ πρόεδρος της ἐδήλωσεν: «Ἡ πραγματικὴ δύναμις εἶναι ὁ λαὸς καὶ οὐχὶ ἕν ἤ δύο ὅπλα νέου τύπου» — [1156, 106, 1544, 141]
